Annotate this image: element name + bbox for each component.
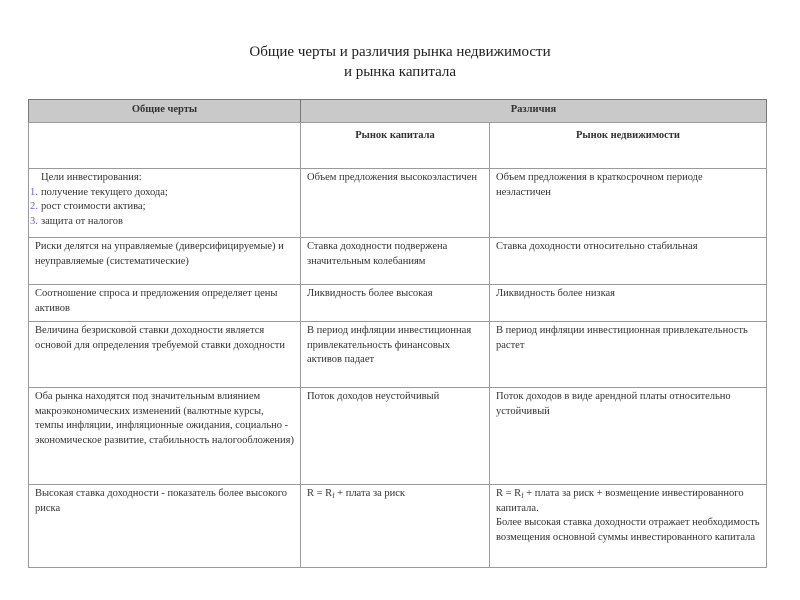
header-differences: Различия bbox=[301, 100, 767, 123]
cell-common bbox=[29, 169, 301, 238]
formula-text: $R = R_f$ + плата за риск + возмещение инвестированного капитала. bbox=[496, 488, 744, 514]
cell-real-estate: В период инфляции инвестиционная привлекательность растет bbox=[490, 322, 767, 388]
table-row bbox=[29, 388, 767, 485]
cell-real-estate: Ликвидность более низкая bbox=[490, 285, 767, 322]
subheader-real-estate-market: Рынок недвижимости bbox=[490, 123, 767, 169]
comparison-table bbox=[28, 99, 767, 568]
cell-real-estate bbox=[490, 485, 767, 568]
cell-capital: Ставка доходности подвержена значительным колебаниям bbox=[301, 238, 490, 285]
cell-real-estate: Поток доходов в виде арендной платы относительно устойчивый bbox=[490, 388, 767, 485]
goals-heading: Цели инвестирования: bbox=[41, 172, 142, 183]
formula-note: Более высокая ставка доходности отражает необходимость возмещения основной суммы инвестированного капитала bbox=[496, 517, 760, 543]
list-item: 1. получение текущего дохода; bbox=[30, 186, 168, 198]
header-common-features: Общие черты bbox=[29, 100, 301, 123]
list-item: 3. защита от налогов bbox=[30, 215, 123, 227]
table-row bbox=[29, 169, 767, 238]
title-line-2: и рынка капитала bbox=[343, 64, 457, 80]
page-title bbox=[0, 42, 800, 82]
subheader-empty-cell bbox=[29, 123, 301, 169]
cell-capital: $R = R_f$ + плата за риск bbox=[301, 485, 490, 568]
cell-capital: Ликвидность более высокая bbox=[301, 285, 490, 322]
cell-capital: Объем предложения высокоэластичен bbox=[301, 169, 490, 238]
cell-common: Величина безрисковой ставки доходности является основой для определения требуемой ставки доходности bbox=[29, 322, 301, 388]
cell-common: Риски делятся на управляемые (диверсифицируемые) и неуправляемые (систематические) bbox=[29, 238, 301, 285]
subheader-capital-market: Рынок капитала bbox=[301, 123, 490, 169]
title-line-1: Общие черты и различия рынка недвижимости bbox=[249, 44, 551, 60]
list-item: 2. рост стоимости актива; bbox=[30, 201, 146, 212]
cell-common: Соотношение спроса и предложения определяет цены активов bbox=[29, 285, 301, 322]
table-row bbox=[29, 322, 767, 388]
cell-real-estate: Объем предложения в краткосрочном периоде неэластичен bbox=[490, 169, 767, 238]
table-row bbox=[29, 238, 767, 285]
subheader-row bbox=[29, 123, 767, 169]
cell-capital: Поток доходов неустойчивый bbox=[301, 388, 490, 485]
cell-common: Оба рынка находятся под значительным влиянием макроэкономических изменений (валютные курсы, темпы инфляции, инфляционные ожидания, социально - экономическое развитие, стабильность налогообложения) bbox=[29, 388, 301, 485]
table-row bbox=[29, 485, 767, 568]
cell-real-estate: Ставка доходности относительно стабильная bbox=[490, 238, 767, 285]
cell-common: Высокая ставка доходности - показатель более высокого риска bbox=[29, 485, 301, 568]
header-row bbox=[29, 100, 767, 123]
goals-list bbox=[30, 186, 294, 230]
cell-capital: В период инфляции инвестиционная привлекательность финансовых активов падает bbox=[301, 322, 490, 388]
table-row bbox=[29, 285, 767, 322]
